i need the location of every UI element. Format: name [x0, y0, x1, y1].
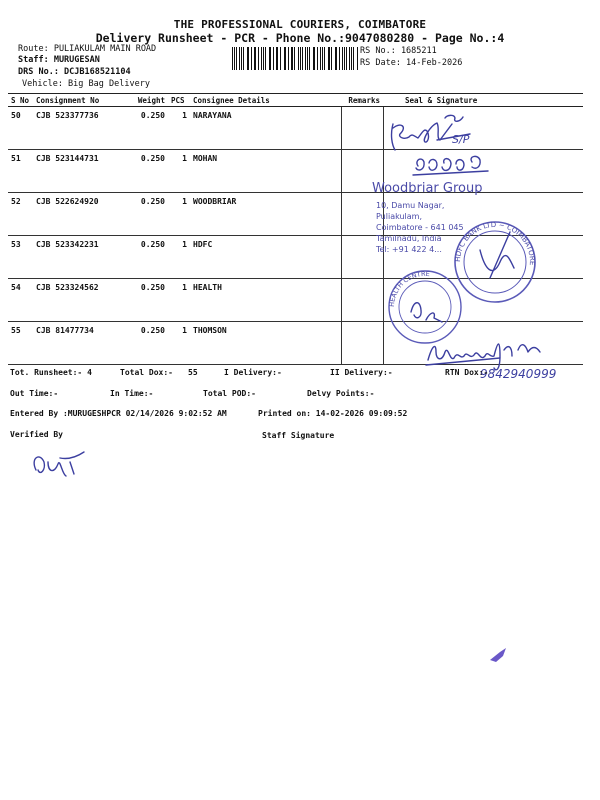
- hdfc-ring-text: HDFC BANK LTD ~ COIMBATORE: [453, 220, 537, 266]
- stamp-address-4: Tamilnadu, India: [376, 234, 442, 243]
- stamp-address-2: Puliakulam,: [376, 212, 423, 221]
- delvy-points: Delvy Points:-: [307, 389, 375, 398]
- stamp-address-3: Coimbatore - 641 045: [376, 223, 464, 232]
- staff-signature: Staff Signature: [262, 431, 335, 440]
- row-consignee: WOODBRIAR: [190, 193, 341, 236]
- row-consignment: CJB 523377736: [33, 107, 120, 150]
- col-weight: Weight: [120, 94, 168, 107]
- row-consignee: HEALTH: [190, 279, 341, 322]
- hdfc-stamp: [454, 221, 536, 302]
- stamp-group-name: Woodbriar Group: [372, 181, 483, 196]
- signature-row51: [413, 156, 488, 175]
- row-sno: 53: [8, 236, 33, 279]
- rtn-dox: RTN Dox:-: [445, 368, 489, 377]
- col-pcs: PCS: [168, 94, 190, 107]
- verified-signature: [34, 452, 84, 476]
- row-weight: 0.250: [120, 279, 168, 322]
- svg-text:HEALTH CENTRE: [388, 270, 430, 307]
- stamp-address-1: 10, Damu Nagar,: [376, 201, 445, 210]
- row-consignee: NARAYANA: [190, 107, 341, 150]
- row-pcs: 1: [168, 279, 190, 322]
- rs-number: RS No.: 1685211: [360, 46, 437, 56]
- health-stamp: [388, 270, 461, 343]
- row-sno: 51: [8, 150, 33, 193]
- row-sno: 54: [8, 279, 33, 322]
- total-dox-value: 55: [188, 368, 198, 377]
- row-weight: 0.250: [120, 322, 168, 365]
- row-pcs: 1: [168, 236, 190, 279]
- row-consignment: CJB 523324562: [33, 279, 120, 322]
- row-consignee: THOMSON: [190, 322, 341, 365]
- ink-mark: [490, 648, 506, 662]
- col-consignment: Consignment No: [33, 94, 120, 107]
- col-consignee: Consignee Details: [190, 94, 341, 107]
- row-sno: 50: [8, 107, 33, 150]
- col-remarks: Remarks: [341, 94, 383, 107]
- row-consignment: CJB 523144731: [33, 150, 120, 193]
- total-runsheet: Tot. Runsheet:- 4: [10, 368, 92, 377]
- svg-text:HDFC BANK LTD ~ COIMBATORE: [454, 221, 536, 266]
- out-time: Out Time:-: [10, 389, 59, 398]
- signature-row55: [426, 344, 540, 370]
- col-seal: Seal & Signature: [383, 94, 583, 107]
- row-pcs: 1: [168, 193, 190, 236]
- row-sno: 55: [8, 322, 33, 365]
- row-sno: 52: [8, 193, 33, 236]
- verified-by: Verified By: [10, 430, 63, 439]
- col-sno: S No: [8, 94, 33, 107]
- row-weight: 0.250: [120, 150, 168, 193]
- row-pcs: 1: [168, 107, 190, 150]
- route: Route: PULIAKULAM MAIN ROAD: [18, 44, 157, 54]
- total-dox-label: Total Dox:-: [120, 368, 173, 377]
- row-weight: 0.250: [120, 107, 168, 150]
- health-ring-text: HEALTH CENTRE: [387, 269, 431, 308]
- entered-by: Entered By :MURUGESHPCR 02/14/2026 9:02:52 AM: [10, 409, 227, 418]
- handwritten-phone: 9842940999: [480, 367, 557, 381]
- row-pcs: 1: [168, 322, 190, 365]
- row-weight: 0.250: [120, 193, 168, 236]
- drs-number: DRS No.: DCJB168521104: [18, 67, 131, 77]
- row-consignment: CJB 523342231: [33, 236, 120, 279]
- staff: Staff: MURUGESAN: [18, 55, 100, 65]
- company-title: THE PROFESSIONAL COURIERS, COIMBATORE: [173, 18, 427, 31]
- vehicle: Vehicle: Big Bag Delivery: [22, 79, 150, 89]
- rs-date: RS Date: 14-Feb-2026: [360, 58, 463, 68]
- i-delivery: I Delivery:-: [224, 368, 282, 377]
- row-pcs: 1: [168, 150, 190, 193]
- row50-note: S/P: [452, 133, 470, 146]
- ii-delivery: II Delivery:-: [330, 368, 393, 377]
- stamp-address-5: Tel: +91 422 4...: [376, 245, 442, 254]
- row-consignee: MOHAN: [190, 150, 341, 193]
- printed-on: Printed on: 14-02-2026 09:09:52: [258, 409, 408, 418]
- row-weight: 0.250: [120, 236, 168, 279]
- row-consignee: HDFC: [190, 236, 341, 279]
- row-consignment: CJB 522624920: [33, 193, 120, 236]
- row-consignment: CJB 81477734: [33, 322, 120, 365]
- in-time: In Time:-: [110, 389, 154, 398]
- runsheet-subtitle: Delivery Runsheet - PCR - Phone No.:9047080280 - Page No.:4: [95, 31, 505, 45]
- total-pod: Total POD:-: [203, 389, 256, 398]
